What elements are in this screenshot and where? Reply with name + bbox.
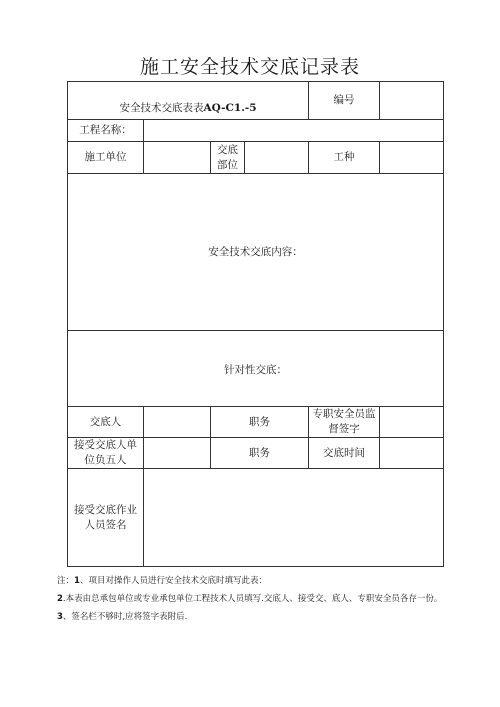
disclosure-record-table	[67, 81, 444, 567]
safety-officer-label: 专职安全员监督签字	[309, 407, 380, 438]
disclosure-part-field[interactable]	[245, 142, 309, 174]
trade-label: 工种	[309, 142, 380, 174]
note-1-text: 、项目对操作人员进行安全技术交底时填写此表：	[79, 576, 267, 586]
trade-field[interactable]	[380, 142, 444, 174]
note-3-number: 3	[57, 612, 63, 622]
disclosure-part-label: 交底部位	[211, 142, 245, 174]
receiver-position-label: 职务	[249, 446, 271, 459]
form-title: 施工安全技术交底记录表	[139, 56, 360, 78]
note-2	[57, 594, 477, 605]
disclosure-content-area[interactable]	[68, 174, 444, 331]
notes-section	[57, 576, 477, 630]
workers-signature-area[interactable]	[144, 469, 444, 567]
number-field[interactable]	[380, 82, 444, 120]
form-code: AQ-C1.-5	[203, 102, 257, 114]
discloser-position-label: 职务	[249, 415, 271, 428]
note-3-text: 、签名栏不够时,应将签字表附后.	[62, 612, 188, 622]
project-name-field[interactable]	[144, 120, 444, 142]
receiver-position-cell	[211, 438, 309, 469]
project-name-label: 工程名称：	[68, 120, 144, 142]
disclosure-time-field[interactable]	[380, 438, 444, 469]
safety-officer-signature-field[interactable]	[380, 407, 444, 438]
note-2-text: .本表由总承包单位或专业承包单位工程技术人员填写.交底人、接受交、底人、专职安全员各存一份。	[62, 594, 443, 604]
note-prefix: 注：	[57, 576, 75, 586]
note-3	[57, 612, 477, 623]
discloser-field[interactable]	[144, 407, 211, 438]
construction-unit-field[interactable]	[144, 142, 211, 174]
note-1	[57, 576, 477, 587]
note-2-number: 2	[57, 594, 63, 604]
targeted-disclosure-area[interactable]	[68, 331, 444, 407]
disclosure-content-label: 安全技术交底内容：	[208, 245, 303, 258]
receiver-leader-label: 接受交底人单位负五人	[68, 438, 144, 469]
note-1-number: 1	[74, 576, 80, 586]
form-code-prefix: 安全技术交底表表	[119, 102, 204, 114]
receiver-leader-field[interactable]	[144, 438, 211, 469]
targeted-disclosure-label: 针对性交底：	[224, 363, 288, 376]
construction-unit-label: 施工单位	[68, 142, 144, 174]
form-code-cell	[68, 82, 309, 120]
discloser-position-cell	[211, 407, 309, 438]
number-label: 编号	[309, 82, 380, 120]
discloser-label: 交底人	[68, 407, 144, 438]
disclosure-time-label: 交底时间	[309, 438, 380, 469]
workers-sign-label: 接受交底作业人员签名	[68, 469, 144, 567]
